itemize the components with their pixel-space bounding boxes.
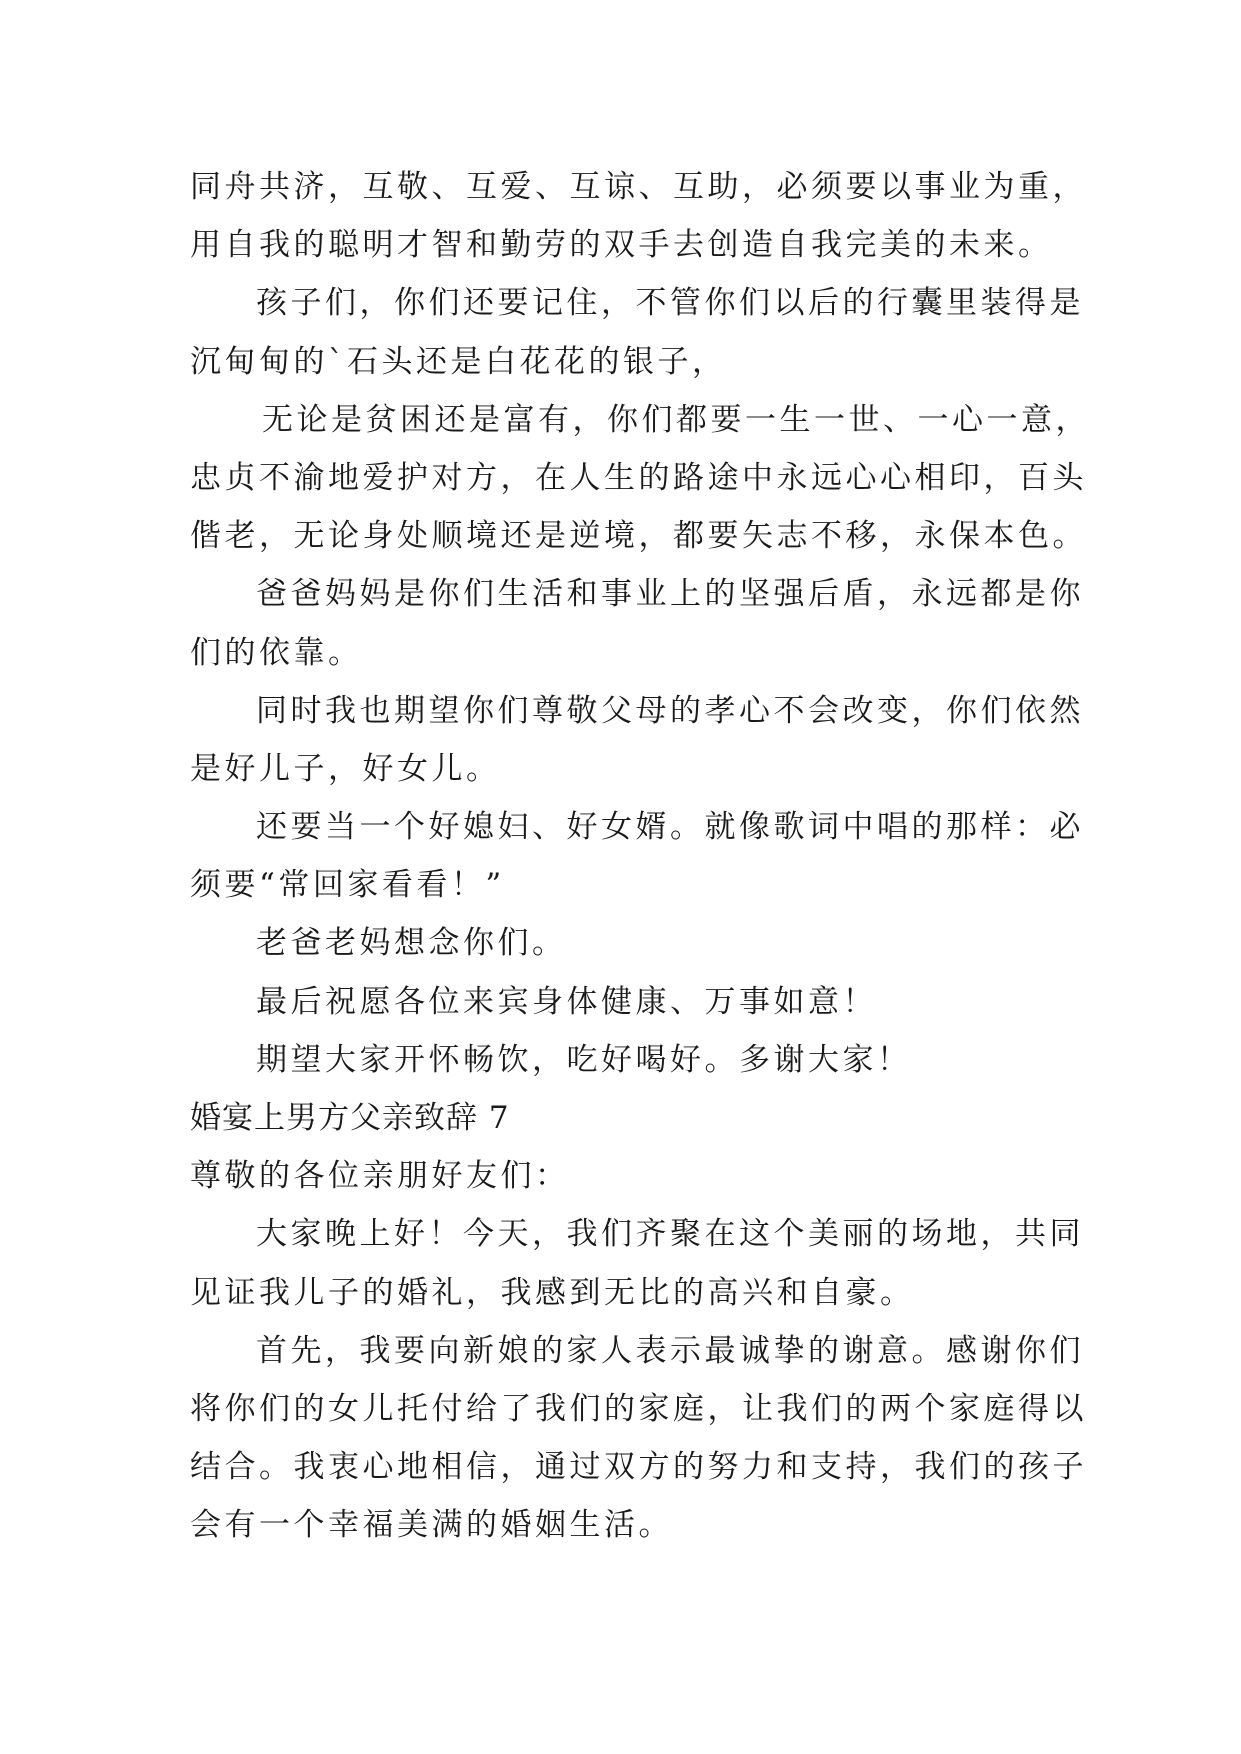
paragraph-start-line: 首先，我要向新娘的家人表示最诚挚的谢意。感谢你们: [256, 1332, 1084, 1369]
body-line: 须要“常回家看看！”: [190, 867, 505, 904]
paragraph-start-line: 最后祝愿各位来宾身体健康、万事如意！: [256, 983, 877, 1020]
body-line: 们的依靠。: [190, 634, 363, 671]
body-line: 用自我的聪明才智和勤劳的双手去创造自我完美的未来。: [190, 227, 1053, 264]
paragraph-start-line: 期望大家开怀畅饮，吃好喝好。多谢大家！: [256, 1041, 912, 1078]
body-line: 见证我儿子的婚礼，我感到无比的高兴和自豪。: [190, 1274, 915, 1311]
body-line: 会有一个幸福美满的婚姻生活。: [190, 1507, 673, 1544]
body-line: 结合。我衷心地相信，通过双方的努力和支持，我们的孩子: [190, 1449, 1087, 1486]
paragraph-start-line: 无论是贫困还是富有，你们都要一生一世、一心一意，: [262, 401, 1090, 438]
body-line: 是好儿子，好女儿。: [190, 750, 501, 787]
body-line: 同舟共济，互敬、互爱、互谅、互助，必须要以事业为重，: [190, 169, 1087, 205]
section-heading: 婚宴上男方父亲致辞 7: [190, 1100, 510, 1136]
paragraph-start-line: 孩子们，你们还要记住，不管你们以后的行囊里装得是: [256, 285, 1084, 322]
body-line: 忠贞不渝地爱护对方，在人生的路途中永远心心相印，百头: [190, 459, 1087, 496]
body-line: 偕老，无论身处顺境还是逆境，都要矢志不移，永保本色。: [190, 518, 1087, 555]
body-line: 将你们的女儿托付给了我们的家庭，让我们的两个家庭得以: [190, 1390, 1087, 1427]
paragraph-start-line: 还要当一个好媳妇、好女婿。就像歌词中唱的那样：必: [256, 809, 1084, 846]
paragraph-start-line: 大家晚上好！今天，我们齐聚在这个美丽的场地，共同: [256, 1216, 1084, 1253]
document-body: [190, 158, 1090, 1555]
salutation-line: 尊敬的各位亲朋好友们：: [190, 1158, 570, 1195]
paragraph-start-line: 老爸老妈想念你们。: [256, 925, 567, 962]
body-line: 沉甸甸的`石头还是白花花的银子，: [190, 343, 727, 380]
paragraph-start-line: 爸爸妈妈是你们生活和事业上的坚强后盾，永远都是你: [256, 576, 1084, 613]
paragraph-start-line: 同时我也期望你们尊敬父母的孝心不会改变，你们依然: [256, 692, 1084, 729]
